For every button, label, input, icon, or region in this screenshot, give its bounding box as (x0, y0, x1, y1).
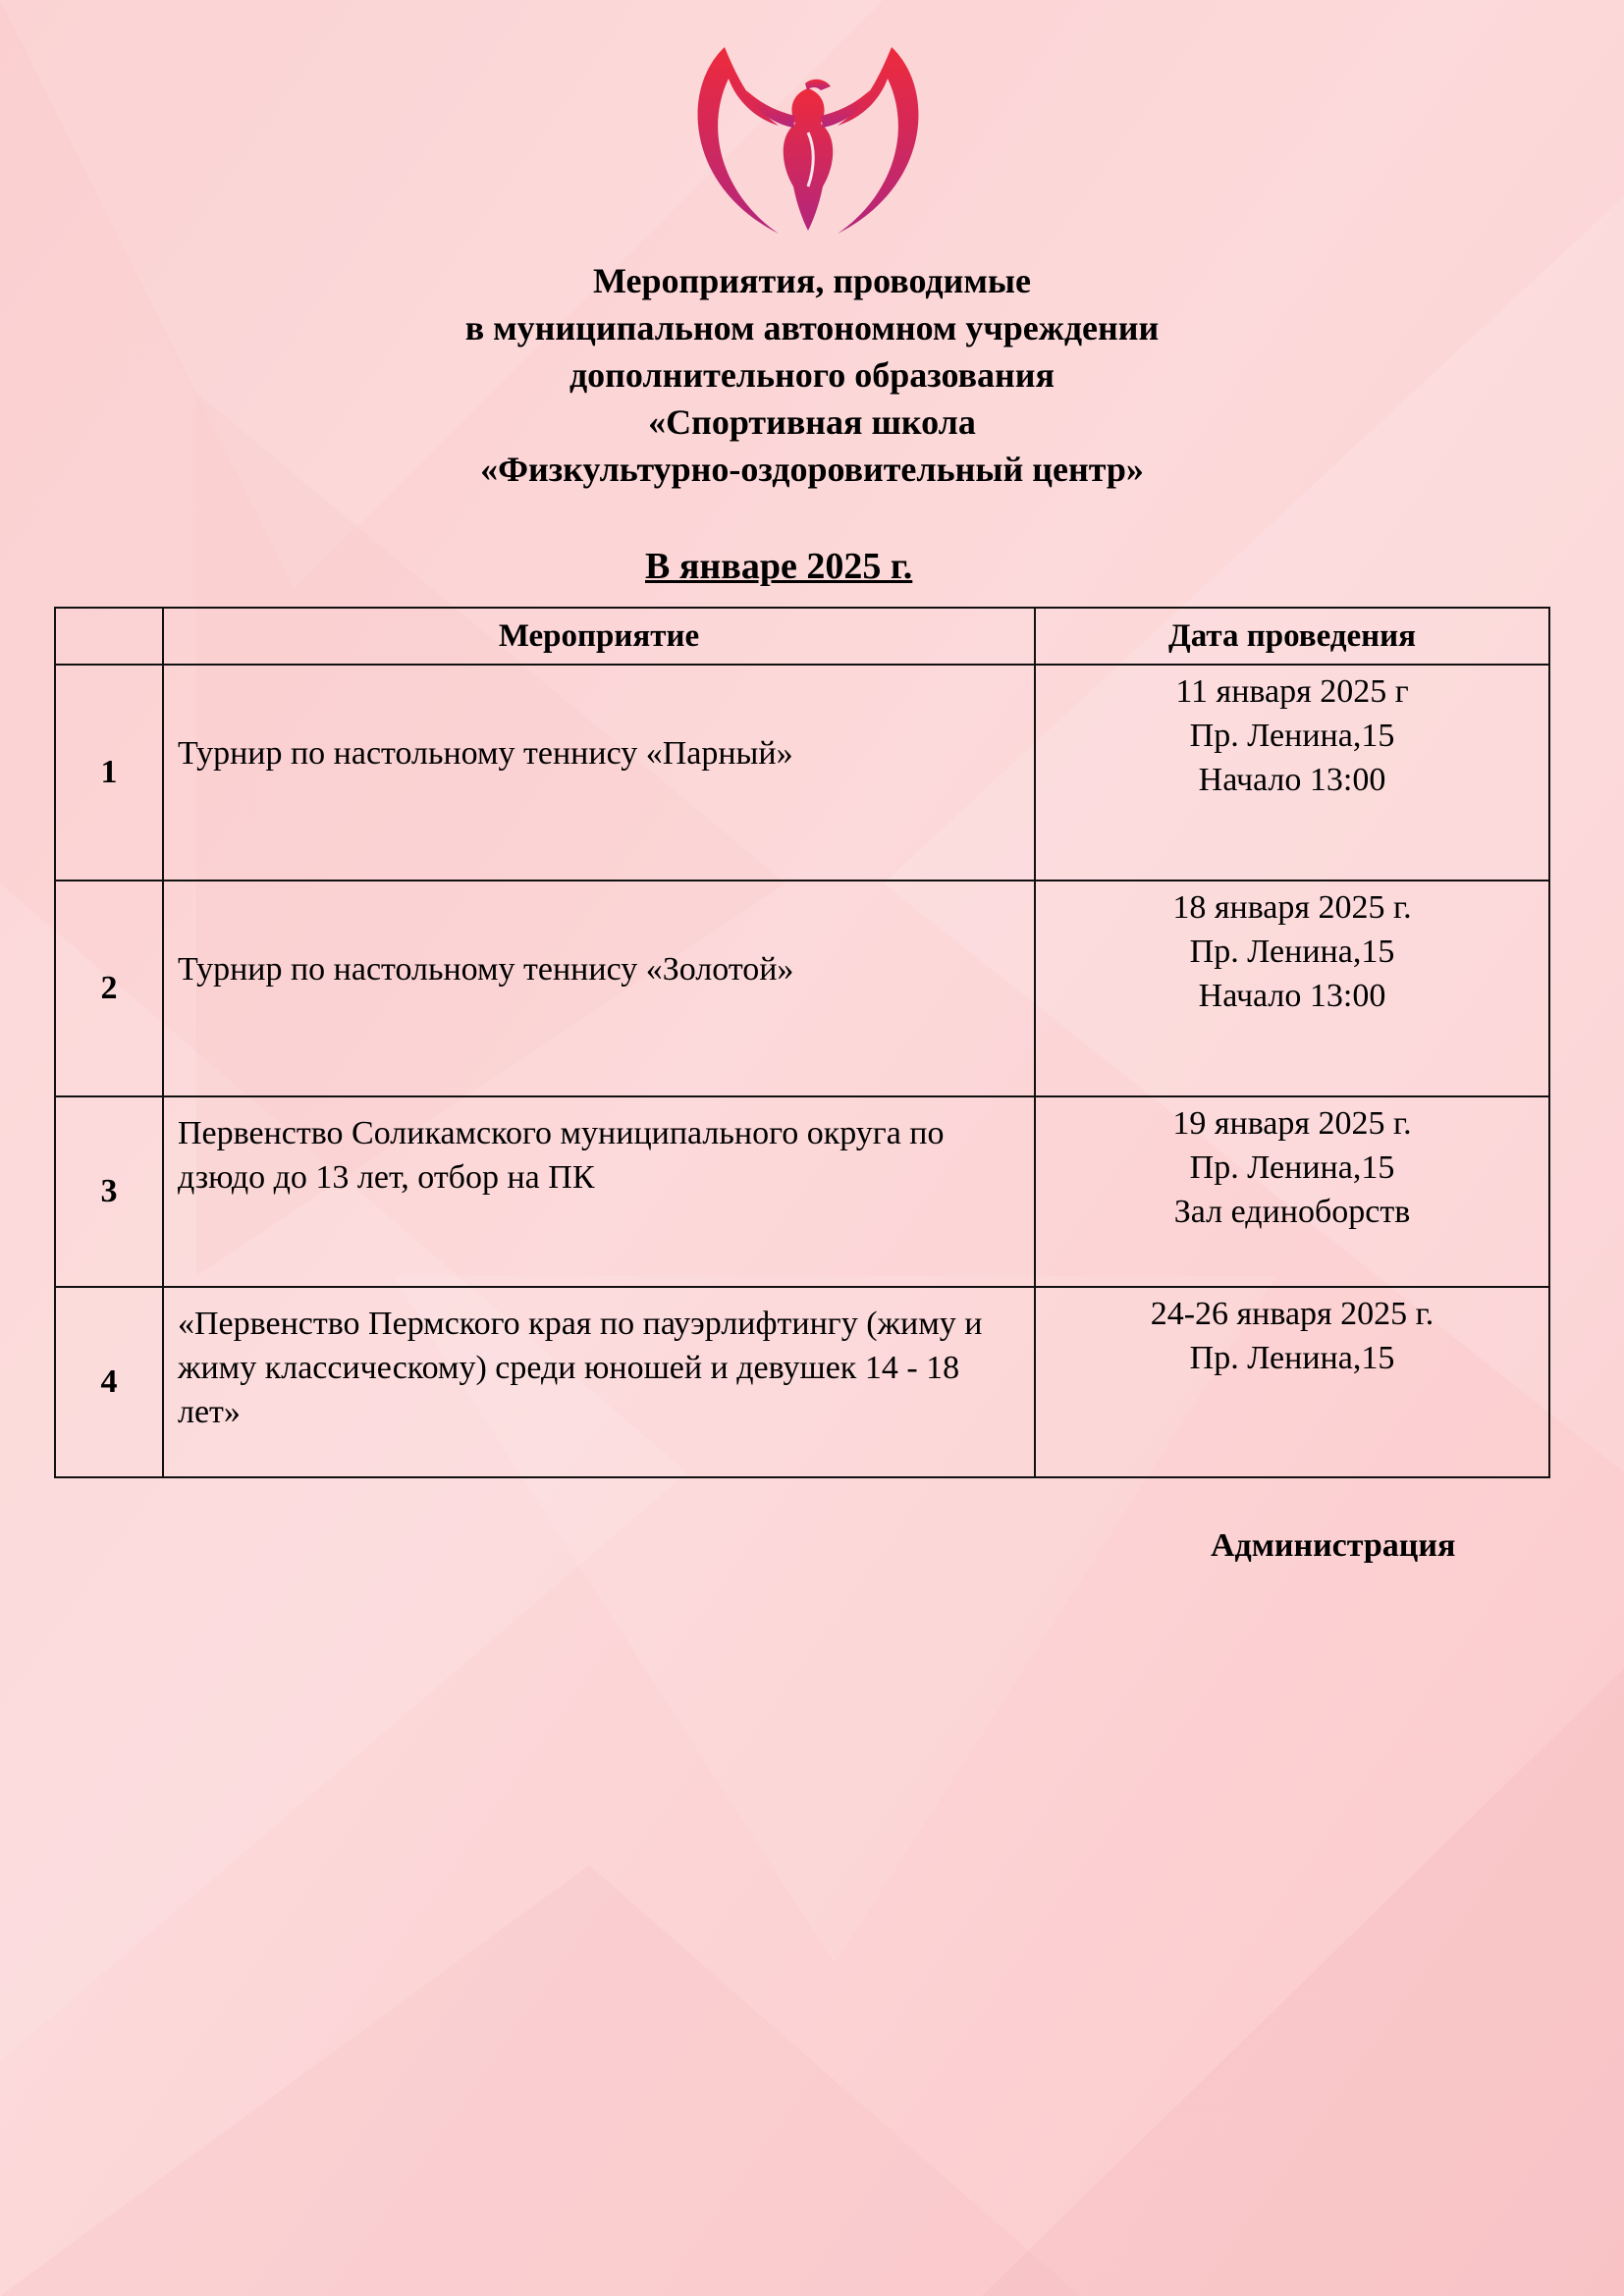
heading-line: дополнительного образования (568, 355, 1056, 395)
row-date (1035, 881, 1549, 1096)
table-header-row (55, 608, 1549, 665)
table-row (55, 1287, 1549, 1477)
date-line: 24-26 января 2025 г. (1150, 1296, 1435, 1332)
heading-line: «Спортивная школа (648, 402, 976, 442)
row-number: 1 (55, 665, 163, 881)
date-line: Пр. Ленина,15 (1189, 718, 1395, 754)
row-event: «Первенство Пермского края по пауэрлифтингу (жиму и жиму классическому) среди юношей и девушек 14 - 18 лет» (163, 1287, 1035, 1477)
phoenix-logo-icon (685, 39, 931, 240)
signature-administration: Администрация (1211, 1527, 1456, 1564)
events-table (54, 607, 1550, 1478)
row-date (1035, 1096, 1549, 1287)
date-line: Пр. Ленина,15 (1189, 1149, 1395, 1186)
table-row (55, 665, 1549, 881)
date-line: 18 января 2025 г. (1172, 889, 1412, 926)
date-line: Начало 13:00 (1198, 978, 1386, 1014)
header-number (55, 608, 163, 665)
row-event: Турнир по настольному теннису «Парный» (163, 665, 1035, 881)
heading-line: «Физкультурно-оздоровительный центр» (480, 450, 1144, 489)
row-number: 4 (55, 1287, 163, 1477)
row-date (1035, 665, 1549, 881)
date-line: Начало 13:00 (1198, 762, 1386, 798)
heading-line: Мероприятия, проводимые (593, 261, 1031, 300)
heading-line: в муниципальном автономном учреждении (464, 308, 1160, 347)
row-event: Турнир по настольному теннису «Золотой» (163, 881, 1035, 1096)
date-line: Зал единоборств (1173, 1194, 1411, 1230)
header-date: Дата проведения (1035, 608, 1549, 665)
row-date (1035, 1287, 1549, 1477)
row-number: 3 (55, 1096, 163, 1287)
table-row (55, 1096, 1549, 1287)
header-event: Мероприятие (163, 608, 1035, 665)
table-row (55, 881, 1549, 1096)
document-subtitle: В январе 2025 г. (645, 546, 913, 587)
row-event: Первенство Соликамского муниципального округа по дзюдо до 13 лет, отбор на ПК (163, 1096, 1035, 1287)
date-line: 19 января 2025 г. (1172, 1105, 1412, 1142)
date-line: Пр. Ленина,15 (1189, 934, 1395, 970)
document-heading (0, 257, 1624, 493)
date-line: Пр. Ленина,15 (1189, 1340, 1395, 1376)
row-number: 2 (55, 881, 163, 1096)
date-line: 11 января 2025 г (1175, 673, 1409, 710)
